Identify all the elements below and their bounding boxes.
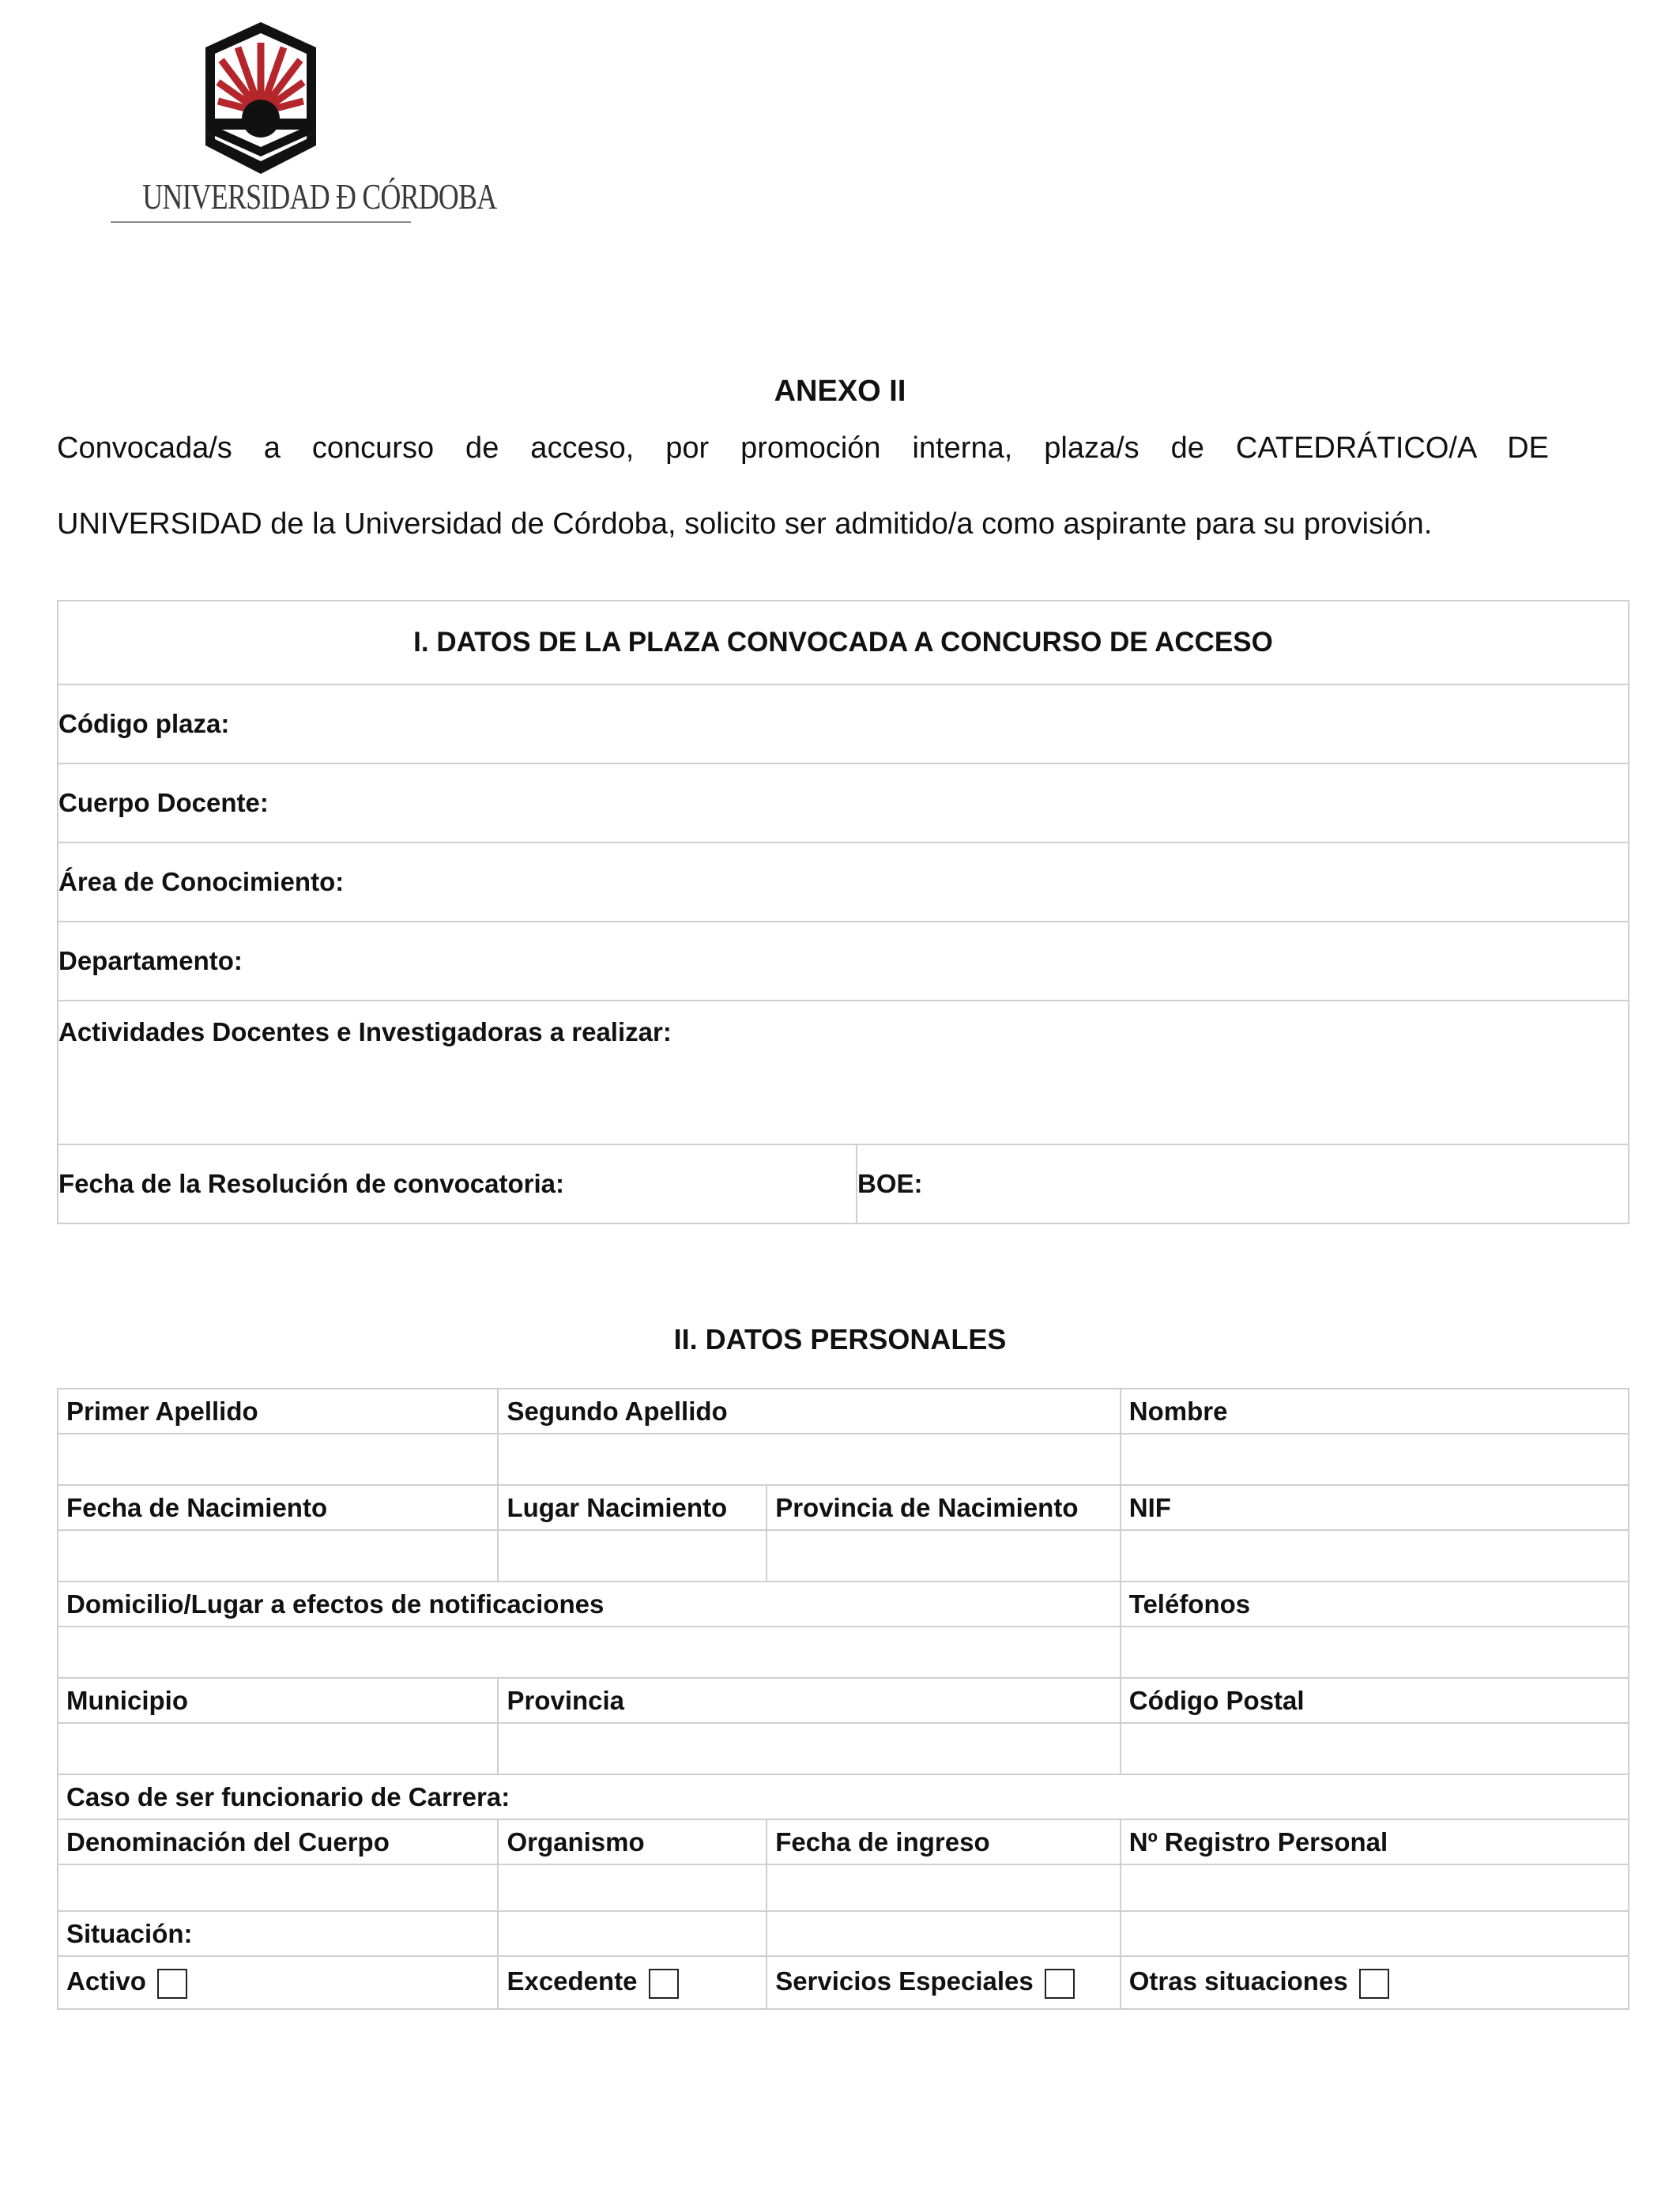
intro-line-2: UNIVERSIDAD de la Universidad de Córdoba, solicito ser admitido/a como aspirante para su provisión.	[57, 507, 1433, 541]
logo-wordmark: UNIVERSIDAD Ð CÓRDOBA	[142, 176, 497, 217]
otras-checkbox[interactable]	[1359, 1969, 1389, 1999]
organismo-label: Organismo	[498, 1819, 767, 1864]
section1-title: I. DATOS DE LA PLAZA CONVOCADA A CONCURSO DE ACCESO	[58, 601, 1629, 684]
provincia-nacimiento-input[interactable]	[767, 1530, 1121, 1581]
servicios-label: Servicios Especiales	[775, 1966, 1034, 1996]
primer-apellido-label: Primer Apellido	[58, 1389, 498, 1434]
registro-input[interactable]	[1121, 1864, 1629, 1911]
telefonos-input[interactable]	[1121, 1627, 1629, 1678]
fecha-nacimiento-input[interactable]	[58, 1530, 498, 1581]
otras-option	[1121, 1956, 1629, 2009]
codigo-plaza-field[interactable]: Código plaza:	[58, 684, 1629, 763]
lugar-nacimiento-label: Lugar Nacimiento	[498, 1485, 767, 1530]
codigo-postal-label: Código Postal	[1121, 1678, 1629, 1723]
actividades-field[interactable]: Actividades Docentes e Investigadoras a realizar:	[58, 1001, 1629, 1144]
telefonos-label: Teléfonos	[1121, 1581, 1629, 1627]
denominacion-input[interactable]	[58, 1864, 498, 1911]
registro-label: Nº Registro Personal	[1121, 1819, 1629, 1864]
excedente-checkbox[interactable]	[649, 1969, 679, 1999]
provincia-nacimiento-label: Provincia de Nacimiento	[767, 1485, 1121, 1530]
activo-label: Activo	[66, 1966, 146, 1996]
activo-option	[58, 1956, 498, 2009]
funcionario-label: Caso de ser funcionario de Carrera:	[58, 1774, 1629, 1819]
cuerpo-docente-field[interactable]: Cuerpo Docente:	[58, 763, 1629, 843]
otras-label: Otras situaciones	[1128, 1966, 1348, 1996]
servicios-checkbox[interactable]	[1045, 1969, 1075, 1999]
excedente-label: Excedente	[507, 1966, 638, 1996]
fecha-ingreso-label: Fecha de ingreso	[767, 1819, 1121, 1864]
primer-apellido-input[interactable]	[58, 1434, 498, 1485]
nif-label: NIF	[1121, 1485, 1629, 1530]
fecha-nacimiento-label: Fecha de Nacimiento	[58, 1485, 498, 1530]
domicilio-label: Domicilio/Lugar a efectos de notificaciones	[58, 1581, 1121, 1627]
servicios-option	[767, 1956, 1121, 2009]
plaza-data-table	[57, 600, 1629, 1224]
logo-underline	[111, 221, 411, 223]
segundo-apellido-input[interactable]	[498, 1434, 1120, 1485]
intro-line-1: Convocada/s a concurso de acceso, por promoción interna, plaza/s de CATEDRÁTICO/A DE	[57, 432, 1549, 465]
excedente-option	[498, 1956, 767, 2009]
provincia-label: Provincia	[498, 1678, 1120, 1723]
municipio-label: Municipio	[58, 1678, 498, 1723]
area-conocimiento-field[interactable]: Área de Conocimiento:	[58, 843, 1629, 922]
page-title: ANEXO II	[774, 375, 906, 408]
university-logo	[109, 19, 497, 226]
nif-input[interactable]	[1121, 1530, 1629, 1581]
nombre-label: Nombre	[1121, 1389, 1629, 1434]
organismo-input[interactable]	[498, 1864, 767, 1911]
activo-checkbox[interactable]	[157, 1969, 187, 1999]
segundo-apellido-label: Segundo Apellido	[498, 1389, 1120, 1434]
personal-data-table	[57, 1388, 1629, 2010]
lugar-nacimiento-input[interactable]	[498, 1530, 767, 1581]
departamento-field[interactable]: Departamento:	[58, 922, 1629, 1001]
denominacion-label: Denominación del Cuerpo	[58, 1819, 498, 1864]
domicilio-input[interactable]	[58, 1627, 1121, 1678]
fecha-ingreso-input[interactable]	[767, 1864, 1121, 1911]
university-crest-icon	[109, 19, 412, 177]
boe-field[interactable]: BOE:	[857, 1144, 1629, 1223]
codigo-postal-input[interactable]	[1121, 1723, 1629, 1774]
municipio-input[interactable]	[58, 1723, 498, 1774]
section2-title: II. DATOS PERSONALES	[673, 1323, 1007, 1355]
nombre-input[interactable]	[1121, 1434, 1629, 1485]
situacion-label: Situación:	[58, 1911, 498, 1956]
provincia-input[interactable]	[498, 1723, 1120, 1774]
fecha-resolucion-field[interactable]: Fecha de la Resolución de convocatoria:	[58, 1144, 857, 1223]
